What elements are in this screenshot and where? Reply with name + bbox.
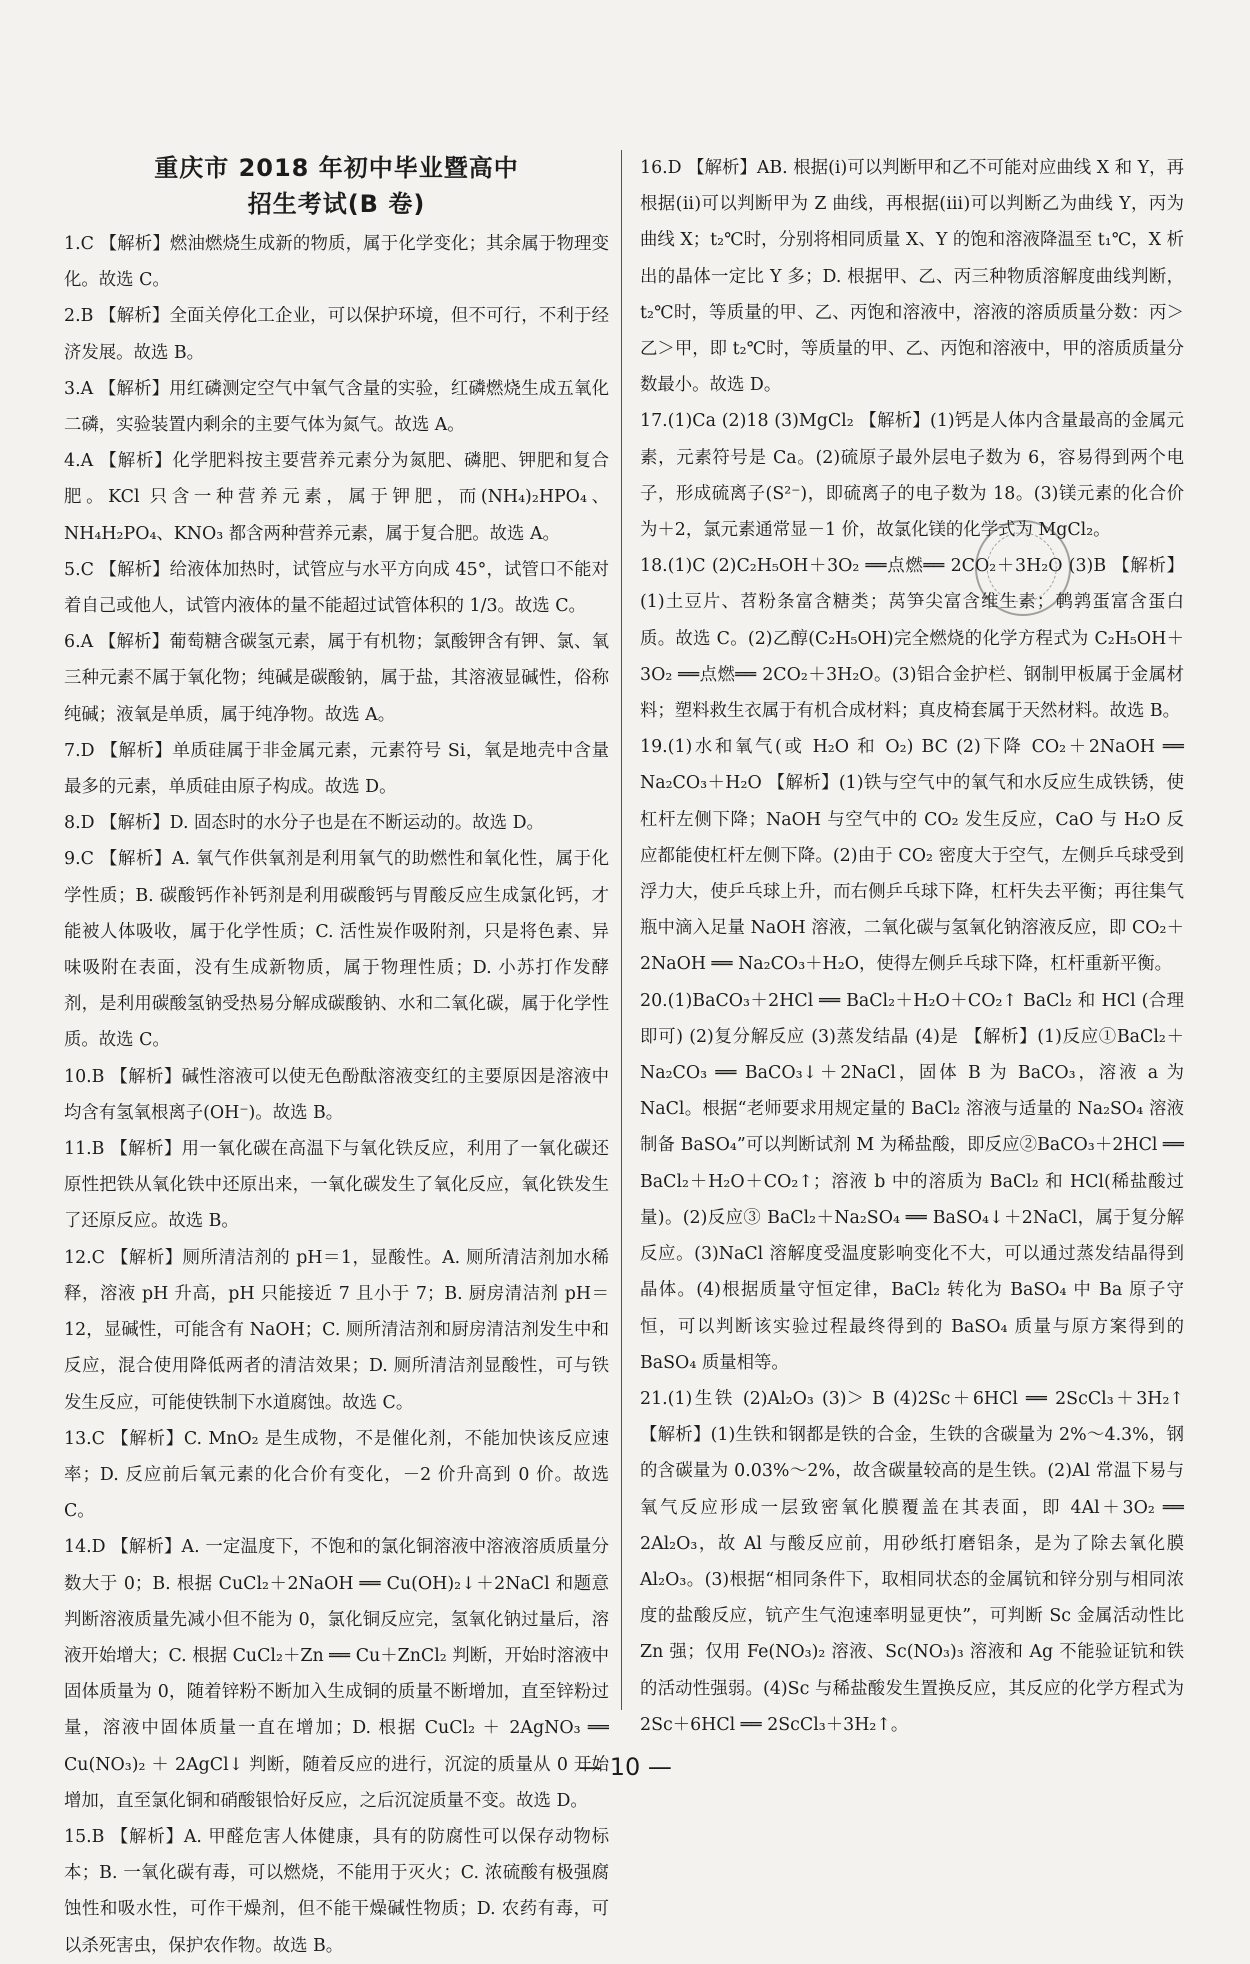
answer-item-13: 13.C 【解析】C. MnO₂ 是生成物，不是催化剂，不能加快该反应速率；D. 反应前后氧元素的化合价有变化，－2 价升高到 0 价。故选 C。 <box>64 1428 609 1522</box>
answer-item-9: 9.C 【解析】A. 氧气作供氧剂是利用氧气的助燃性和氧化性，属于化学性质；B. 碳酸钙作补钙剂是利用碳酸钙与胃酸反应生成氯化钙，才能被人体吸收，属于化学性质；C. 活性炭作吸附剂，只是将色素、异味吸附在表面，没有生成新物质，属于物理性质；D. 小苏打作发酵剂，是利用碳酸氢钠受热易分解成碳酸钠、水和二氧化碳，属于化学性质。故选 C。 <box>64 849 609 1051</box>
answer-item-12: 12.C 【解析】厕所清洁剂的 pH＝1，显酸性。A. 厕所清洁剂加水稀释，溶液 pH 升高，pH 只能接近 7 且小于 7；B. 厨房清洁剂 pH＝12，显碱性，可能含有 NaOH；C. 厕所清洁剂和厨房清洁剂发生中和反应，混合使用降低两者的清洁效果；D. 厕所清洁剂显酸性，可与铁发生反应，可能使铁制下水道腐蚀。故选 C。 <box>64 1247 609 1413</box>
section-title <box>64 150 609 222</box>
answer-item-20: 20.(1)BaCO₃＋2HCl ══ BaCl₂＋H₂O＋CO₂↑ BaCl₂ 和 HCl (合理即可) (2)复分解反应 (3)蒸发结晶 (4)是 【解析】(1)反应①BaCl₂＋Na₂CO₃ ══ BaCO₃↓＋2NaCl，固体 B 为 BaCO₃，溶液 a 为 NaCl。根据“老师要求用规定量的 BaCl₂ 溶液与适量的 Na₂SO₄ 溶液制备 BaSO₄”可以判断试剂 M 为稀盐酸，即反应②BaCO₃＋2HCl ══ BaCl₂＋H₂O＋CO₂↑；溶液 b 中的溶质为 BaCl₂ 和 HCl(稀盐酸过量)。(2)反应③ BaCl₂＋Na₂SO₄ ══ BaSO₄↓＋2NaCl，属于复分解反应。(3)NaCl 溶解度受温度影响变化不大，可以通过蒸发结晶得到晶体。(4)根据质量守恒定律，BaCl₂ 转化为 BaSO₄ 中 Ba 原子守恒，可以判断该实验过程最终得到的 BaSO₄ 质量与原方案得到的 BaSO₄ 质量相等。 <box>640 990 1184 1373</box>
answer-item-2: 2.B 【解析】全面关停化工企业，可以保护环境，但不可行，不利于经济发展。故选 B。 <box>64 306 609 363</box>
answer-item-15: 15.B 【解析】A. 甲醛危害人体健康，具有的防腐性可以保存动物标本；B. 一氧化碳有毒，可以燃烧，不能用于灭火；C. 浓硫酸有极强腐蚀性和吸水性，可作干燥剂，但不能干燥碱性物质；D. 农药有毒，可以杀死害虫，保护农作物。故选 B。 <box>64 1826 609 1956</box>
answer-item-21: 21.(1)生铁 (2)Al₂O₃ (3)＞ B (4)2Sc＋6HCl ══ 2ScCl₃＋3H₂↑ 【解析】(1)生铁和钢都是铁的合金，生铁的含碳量为 2%～4.3%，钢的含碳量为 0.03%～2%，故含碳量较高的是生铁。(2)Al 常温下易与氧气反应形成一层致密氧化膜覆盖在其表面，即 4Al＋3O₂ ══ 2Al₂O₃，故 Al 与酸反应前，用砂纸打磨铝条，是为了除去氧化膜 Al₂O₃。(3)根据“相同条件下，取相同状态的金属钪和锌分别与相同浓度的盐酸反应，钪产生气泡速率明显更快”，可判断 Sc 金属活动性比 Zn 强；仅用 Fe(NO₃)₂ 溶液、Sc(NO₃)₃ 溶液和 Ag 不能验证钪和铁的活动性强弱。(4)Sc 与稀盐酸发生置换反应，其反应的化学方程式为 2Sc＋6HCl ══ 2ScCl₃＋3H₂↑。 <box>640 1388 1184 1735</box>
answer-item-4: 4.A 【解析】化学肥料按主要营养元素分为氮肥、磷肥、钾肥和复合肥。KCl 只含一种营养元素，属于钾肥，而(NH₄)₂HPO₄、NH₄H₂PO₄、KNO₃ 都含两种营养元素，属于复合肥。故选 A。 <box>64 451 609 544</box>
answer-item-11: 11.B 【解析】用一氧化碳在高温下与氧化铁反应，利用了一氧化碳还原性把铁从氧化铁中还原出来，一氧化碳发生了氧化反应，氧化铁发生了还原反应。故选 B。 <box>64 1139 609 1232</box>
page-number: — 10 — <box>578 1753 672 1781</box>
left-column <box>64 150 609 1964</box>
answer-item-3: 3.A 【解析】用红磷测定空气中氧气含量的实验，红磷燃烧生成五氧化二磷，实验装置内剩余的主要气体为氮气。故选 A。 <box>64 378 609 436</box>
column-divider <box>621 150 622 1710</box>
title-line-1: 重庆市 2018 年初中毕业暨高中 <box>154 154 519 182</box>
answer-item-19: 19.(1)水和氧气(或 H₂O 和 O₂) BC (2)下降 CO₂＋2NaOH ══ Na₂CO₃＋H₂O 【解析】(1)铁与空气中的氧气和水反应生成铁锈，使杠杆左侧下降；NaOH 与空气中的 CO₂ 发生反应，CaO 与 H₂O 反应都能使杠杆左侧下降。(2)由于 CO₂ 密度大于空气，左侧乒乓球受到浮力大，使乒乓球上升，而右侧乒乓球下降，杠杆失去平衡；再往集气瓶中滴入足量 NaOH 溶液，二氧化碳与氢氧化钠溶液反应，即 CO₂＋2NaOH ══ Na₂CO₃＋H₂O，使得左侧乒乓球下降，杠杆重新平衡。 <box>640 737 1184 975</box>
answer-item-18: 18.(1)C (2)C₂H₅OH＋3O₂ ══点燃══ 2CO₂＋3H₂O (3)B 【解析】(1)土豆片、苕粉条富含糖类；莴笋尖富含维生素；鹌鹑蛋富含蛋白质。故选 C。(2)乙醇(C₂H₅OH)完全燃烧的化学方程式为 C₂H₅OH＋3O₂ ══点燃══ 2CO₂＋3H₂O。(3)铝合金护栏、钢制甲板属于金属材料；塑料救生衣属于有机合成材料；真皮椅套属于天然材料。故选 B。 <box>640 556 1184 722</box>
stamp-inner-ring <box>978 523 1066 611</box>
right-column <box>640 150 1184 1743</box>
answer-item-17: 17.(1)Ca (2)18 (3)MgCl₂ 【解析】(1)钙是人体内含量最高的金属元素，元素符号是 Ca。(2)硫原子最外层电子数为 6，容易得到两个电子，形成硫离子(S²⁻)，即硫离子的电子数为 18。(3)镁元素的化合价为＋2，氯元素通常显－1 价，故氯化镁的化学式为 MgCl₂。 <box>640 411 1184 541</box>
answer-item-5: 5.C 【解析】给液体加热时，试管应与水平方向成 45°，试管口不能对着自己或他人，试管内液体的量不能超过试管体积的 1/3。故选 C。 <box>64 559 609 617</box>
answer-item-10: 10.B 【解析】碱性溶液可以使无色酚酞溶液变红的主要原因是溶液中均含有氢氧根离子(OH⁻)。故选 B。 <box>64 1066 609 1123</box>
answer-item-1: 1.C 【解析】燃油燃烧生成新的物质，属于化学变化；其余属于物理变化。故选 C。 <box>64 234 609 291</box>
answer-item-8: 8.D 【解析】D. 固态时的水分子也是在不断运动的。故选 D。 <box>64 813 544 834</box>
answer-item-6: 6.A 【解析】葡萄糖含碳氢元素，属于有机物；氯酸钾含有钾、氯、氧三种元素不属于氧化物；纯碱是碳酸钠，属于盐，其溶液显碱性，俗称纯碱；液氧是单质，属于纯净物。故选 A。 <box>64 632 609 725</box>
title-line-2: 招生考试(B 卷) <box>247 190 426 218</box>
answer-item-14: 14.D 【解析】A. 一定温度下，不饱和的氯化铜溶液中溶液溶质质量分数大于 0；B. 根据 CuCl₂＋2NaOH ══ Cu(OH)₂↓＋2NaCl 和题意判断溶液质量先减小但不能为 0，氯化铜反应完，氢氧化钠过量后，溶液开始增大；C. 根据 CuCl₂＋Zn ══ Cu＋ZnCl₂ 判断，开始时溶液中固体质量为 0，随着锌粉不断加入生成铜的质量不断增加，直至锌粉过量，溶液中固体质量一直在增加；D. 根据 CuCl₂ ＋ 2AgNO₃ ══ Cu(NO₃)₂ ＋ 2AgCl↓ 判断，随着反应的进行，沉淀的质量从 0 开始增加，直至氯化铜和硝酸银恰好反应，之后沉淀质量不变。故选 D。 <box>64 1537 609 1811</box>
answer-item-7: 7.D 【解析】单质硅属于非金属元素，元素符号 Si，氧是地壳中含量最多的元素，单质硅由原子构成。故选 D。 <box>64 740 609 798</box>
answer-item-16: 16.D 【解析】AB. 根据(ⅰ)可以判断甲和乙不可能对应曲线 X 和 Y，再根据(ⅱ)可以判断甲为 Z 曲线，再根据(ⅲ)可以判断乙为曲线 Y，丙为曲线 X；t₂℃时，分别将相同质量 X、Y 的饱和溶液降温至 t₁℃，X 析出的晶体一定比 Y 多；D. 根据甲、乙、丙三种物质溶解度曲线判断，t₂℃时，等质量的甲、乙、丙饱和溶液中，溶液的溶质质量分数：丙＞乙＞甲，即 t₂℃时，等质量的甲、乙、丙饱和溶液中，甲的溶质质量分数最小。故选 D。 <box>640 158 1184 396</box>
